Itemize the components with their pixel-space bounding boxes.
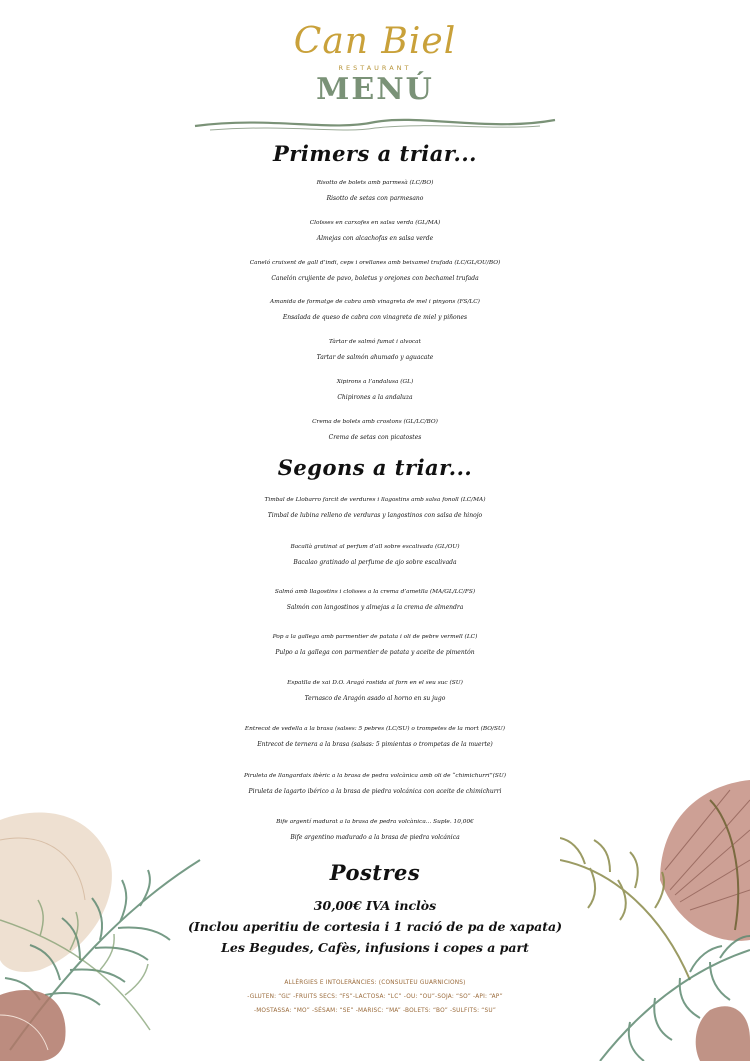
- dish-name-ca: Crema de bolets amb crostons (GL/LC/BO): [312, 419, 438, 425]
- includes-note: (Inclou aperitiu de cortesia i 1 ració de pa de xapata): [188, 919, 562, 934]
- dish-name-ca: Timbal de Llobarro farcit de verdures i llagostins amb salsa fonoll (LC/MA): [264, 497, 486, 503]
- dish-name-ca: Amanida de formatge de cabra amb vinagreta de mel i pinyons (FS/LC): [270, 299, 480, 305]
- dish-name-es: Salmón con langostinos y almejas a la crema de almendra: [286, 604, 464, 611]
- allergens-codes-line: -MOSTASSA: “MO” -SÉSAM: “SE” -MARISC: “MA” -BOLETS: “BO” -SULFITS: “SU”: [253, 1008, 497, 1014]
- dish-name-ca: Piruleta de llangardaix ibèric a la brasa de pedra volcànica amb oli de “chimichurri”(SU): [244, 773, 506, 779]
- dish-name-ca: Risotto de bolets amb parmesà (LC/BO): [316, 180, 434, 186]
- primers-dish: [0, 174, 750, 206]
- restaurant-logo: [0, 22, 750, 106]
- dish-name-es: Bacalao gratinado al perfume de ajo sobre escalivada: [293, 559, 457, 566]
- logo-name: Can Biel: [293, 21, 457, 62]
- dish-name-es: Entrecot de ternera a la brasa (salsas: 5 pimientas o trompetas de la muerte): [257, 741, 493, 748]
- price-block: [0, 895, 750, 958]
- dish-name-ca: Espatlla de xai D.O. Aragó rostida al forn en el seu suc (SU): [287, 680, 463, 686]
- dish-name-es: Ensalada de queso de cabra con vinagreta de miel y piñones: [282, 314, 468, 321]
- menu-price: 30,00€ IVA inclòs: [313, 898, 437, 913]
- dish-name-es: Timbal de lubina relleno de verduras y langostinos con salsa de hinojo: [267, 512, 483, 519]
- dish-name-ca: Tàrtar de salmó fumat i alvocat: [329, 339, 421, 345]
- primers-dish: [0, 254, 750, 286]
- dish-name-es: Crema de setas con picatostes: [328, 434, 422, 441]
- allergens-codes-line: -GLUTEN: “GL” -FRUITS SECS: “FS”-LACTOSA: “LC” -OU: “OU”-SOJA: “SO” -API: “AP”: [247, 994, 503, 1000]
- drinks-note: Les Begudes, Cafès, infusions i copes a part: [221, 940, 529, 955]
- dish-name-es: Pulpo a la gallega con parmentier de patata y aceite de pimentón: [275, 649, 475, 656]
- dish-name-es: Almejas con alcachofas en salsa verde: [316, 235, 434, 242]
- dish-name-ca: Entrecot de vedella a la brasa (salses: 5 pebres (LC/SU) o trompetes de la mort (BO/SU): [244, 726, 506, 732]
- dish-name-ca: Caneló cruixent de gall d’indi, ceps i orellanes amb beixamel trufada (LC/GL/OU/BO): [249, 260, 501, 266]
- dish-name-es: Bife argentino madurado a la brasa de piedra volcánica: [290, 834, 460, 841]
- primers-dish: [0, 373, 750, 405]
- dish-name-ca: Bacallà gratinat al perfum d’all sobre escalivada (GL/OU): [290, 544, 460, 550]
- primers-dish: [0, 413, 750, 445]
- segons-dish: [0, 491, 750, 523]
- dish-name-es: Ternasco de Aragón asado al horno en su jugo: [304, 695, 446, 702]
- segons-dish: [0, 767, 750, 799]
- segons-dish: [0, 538, 750, 570]
- primers-dish: [0, 333, 750, 365]
- segons-dish: [0, 813, 750, 845]
- dish-name-ca: Xipirons a l’andalusa (GL): [336, 379, 414, 385]
- dish-name-es: Tartar de salmón ahumado y aguacate: [316, 354, 434, 361]
- segons-dish: [0, 628, 750, 660]
- allergens-legend: [0, 976, 750, 1018]
- dish-name-ca: Bife argentí madurat a la brasa de pedra volcànica... Suple. 10,00€: [276, 819, 474, 825]
- dish-name-ca: Cloïsses en carxofes en salsa verda (GL/MA): [309, 220, 441, 226]
- segons-dish: [0, 674, 750, 706]
- logo-subtitle: RESTAURANT: [338, 64, 412, 72]
- dish-name-ca: Salmó amb llagostins i cloïsses a la crema d’ametlla (MA/GL/LC/FS): [274, 589, 476, 595]
- dish-name-es: Chipirones a la andaluza: [337, 394, 413, 401]
- primers-dish: [0, 293, 750, 325]
- dish-name-ca: Pop a la gallega amb parmentier de patata i oli de pebre vermell (LC): [272, 634, 478, 640]
- segons-dish: [0, 720, 750, 752]
- title-swash-divider: [190, 112, 560, 136]
- dish-name-es: Risotto de setas con parmesano: [326, 195, 424, 202]
- primers-section-title: Primers a triar...: [273, 141, 477, 166]
- dish-name-es: Piruleta de lagarto ibérico a la brasa de piedra volcánica con aceite de chimichurri: [248, 788, 502, 795]
- segons-section-title: Segons a triar...: [277, 455, 473, 480]
- segons-dish: [0, 583, 750, 615]
- dish-name-es: Canelón crujiente de pavo, boletus y orejones con bechamel trufada: [271, 275, 479, 282]
- allergens-heading: ALLÈRGIES E INTOLERÀNCIES: (CONSULTEU GUARNICIONS): [284, 980, 466, 986]
- menu-title: MENÚ: [316, 72, 434, 107]
- postres-section-title: Postres: [329, 860, 421, 885]
- primers-dish: [0, 214, 750, 246]
